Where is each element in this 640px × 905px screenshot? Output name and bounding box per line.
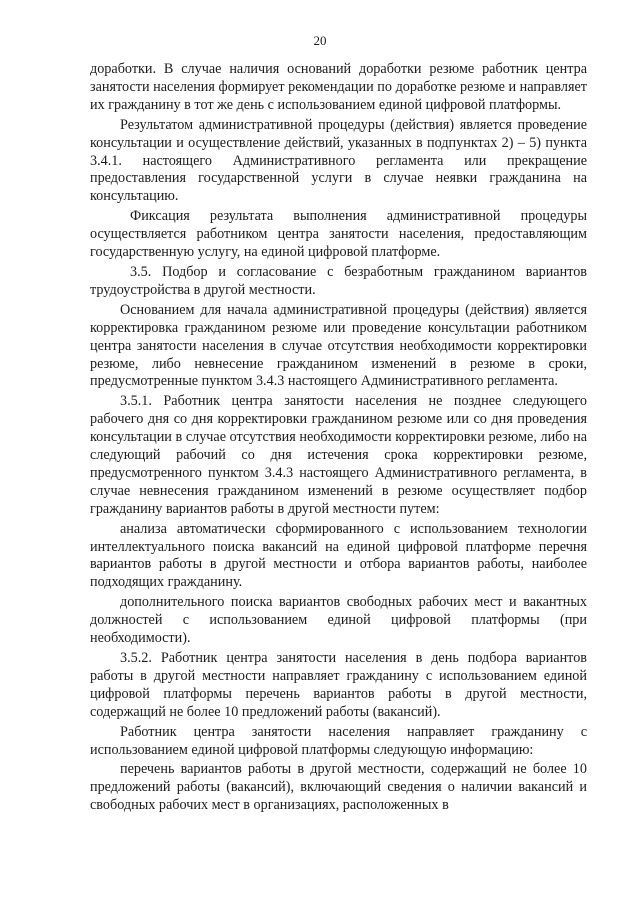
section-heading-3-5: 3.5. Подбор и согласование с безработным гражданином вариантов трудоустройства в другой местности.	[90, 263, 587, 298]
paragraph-continuation: доработки. В случае наличия оснований доработки резюме работник центра занятости населения формирует рекомендации по доработке резюме и направляет их гражданину в тот же день с использованием единой цифровой платформы.	[90, 61, 587, 113]
paragraph-analysis-item: анализа автоматически сформированного с использованием технологии интеллектуального поиска вакансий на единой цифровой платформе перечня вариантов работы в другой местности и отбора вариантов работы, наиболее подходящих гражданину.	[90, 520, 587, 591]
paragraph-3-5-2: 3.5.2. Работник центра занятости населения в день подбора вариантов работы в другой местности направляет гражданину с использованием единой цифровой платформы перечень вариантов работы в другой местности, содержащий не более 10 предложений работы (вакансий).	[90, 650, 587, 720]
document-body	[90, 61, 587, 817]
paragraph-additional-search-item: дополнительного поиска вариантов свободных рабочих мест и вакантных должностей с использованием единой цифровой платформы (при необходимости).	[90, 594, 587, 647]
paragraph-3-5-1: 3.5.1. Работник центра занятости населения не позднее следующего рабочего дня со дня корректировки гражданином резюме или со дня проведения консультации в случае отсутствия необходимости корректировки резюме, либо на следующий рабочий со дня истечения срока корректировки резюме, предусмотренного пунктом 3.4.3 настоящего Административного регламента, в случае невнесения гражданином изменений в резюме осуществляет подбор гражданину вариантов работы в другой местности путем:	[90, 393, 587, 517]
paragraph-procedure-result: Результатом административной процедуры (действия) является проведение консультации и осуществление действий, указанных в подпунктах 2) – 5) пункта 3.4.1. настоящего Административного регламента или прекращение предоставления государственной услуги в случае неявки гражданина на консультацию.	[90, 116, 587, 205]
paragraph-information-sent: Работник центра занятости населения направляет гражданину с использованием единой цифровой платформы следующую информацию:	[90, 723, 587, 758]
paragraph-result-fixation: Фиксация результата выполнения административной процедуры осуществляется работником центра занятости населения, предоставляющим государственную услугу, на единой цифровой платформе.	[90, 208, 587, 261]
page-number: 20	[313, 33, 327, 48]
paragraph-vacancy-list-item: перечень вариантов работы в другой местности, содержащий не более 10 предложений работы (вакансий), включающий сведения о наличии вакансий и свободных рабочих мест в организациях, расположенных в	[90, 761, 587, 814]
paragraph-procedure-basis: Основанием для начала административной процедуры (действия) является корректировка гражданином резюме или проведение консультации работником центра занятости населения в случае отсутствия необходимости корректировки резюме, либо невнесение гражданином изменений в резюме в сроки, предусмотренные пунктом 3.4.3 настоящего Административного регламента.	[90, 301, 587, 390]
